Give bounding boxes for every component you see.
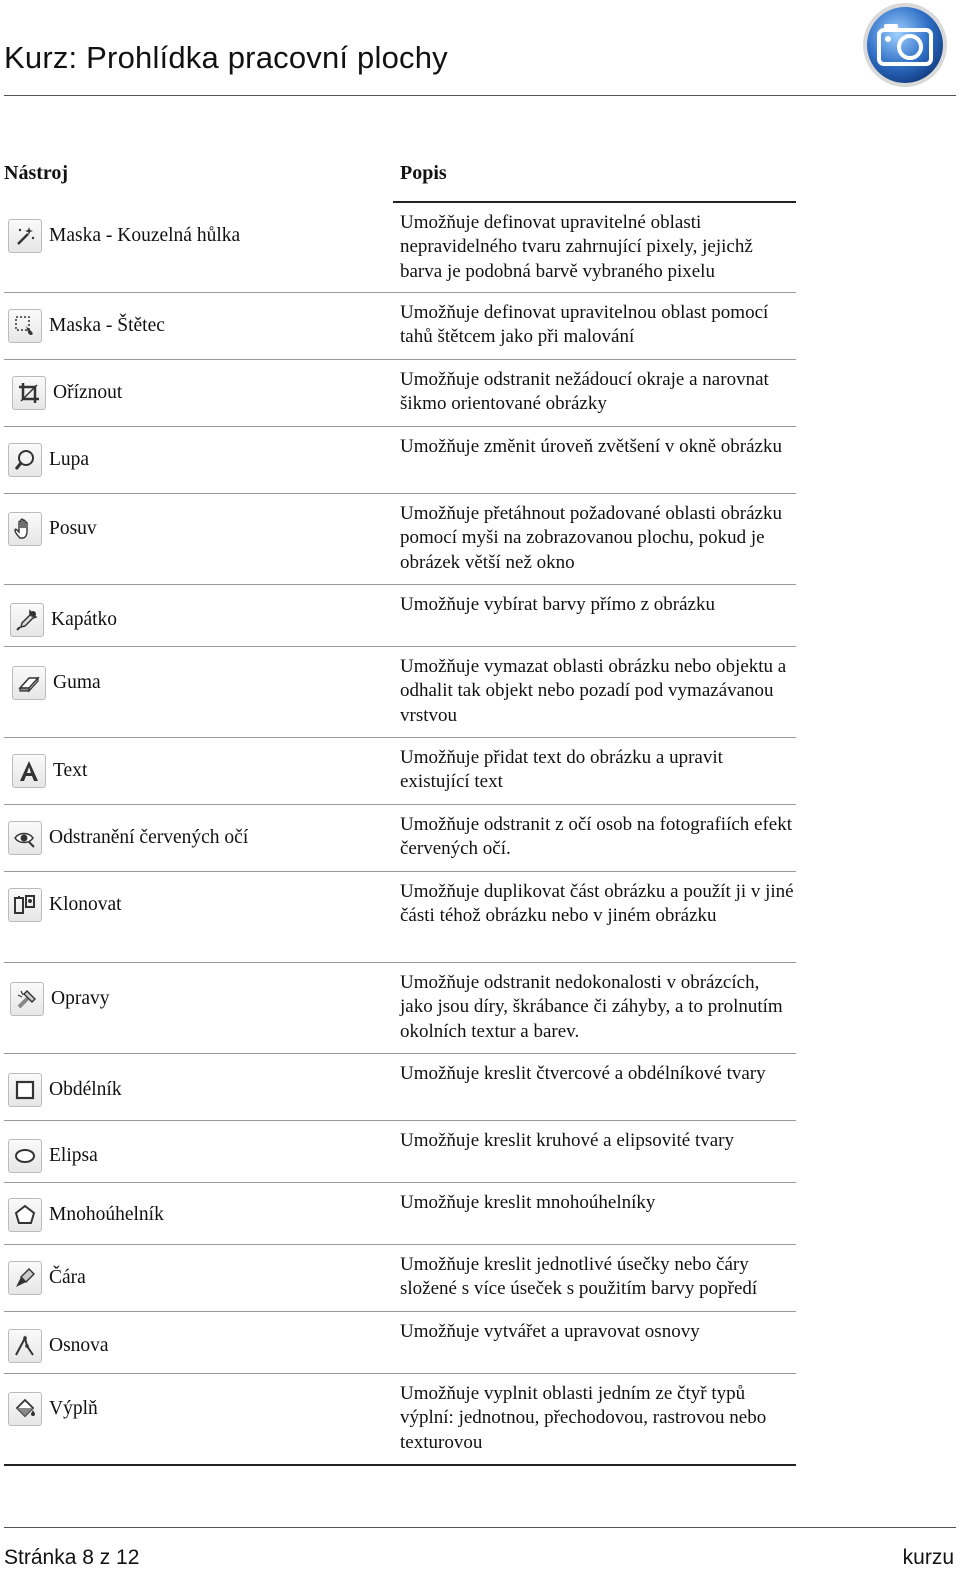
column-header-description: Popis bbox=[400, 162, 447, 184]
table-row bbox=[4, 805, 796, 872]
tool-description: Umožňuje kreslit čtvercové a obdélníkové tvary bbox=[400, 1063, 766, 1084]
table-row bbox=[4, 1245, 796, 1312]
text-icon bbox=[12, 754, 46, 788]
red-eye-icon bbox=[8, 821, 42, 855]
tool-description: Umožňuje přidat text do obrázku a upravit existující text bbox=[400, 747, 723, 793]
tool-description: Umožňuje změnit úroveň zvětšení v okně obrázku bbox=[400, 436, 782, 457]
tool-description: Umožňuje odstranit nežádoucí okraje a narovnat šikmo orientované obrázky bbox=[400, 369, 769, 415]
tool-description: Umožňuje definovat upravitelnou oblast pomocí tahů štětcem jako při malování bbox=[400, 302, 769, 348]
table-row bbox=[4, 1183, 796, 1245]
tool-description: Umožňuje vytvářet a upravovat osnovy bbox=[400, 1321, 700, 1342]
tool-description: Umožňuje odstranit nedokonalosti v obrázcích, jako jsou díry, škrábance či záhyby, a to prolnutím okolních textur a barev. bbox=[400, 972, 783, 1042]
table-row bbox=[4, 494, 796, 585]
table-row bbox=[4, 293, 796, 360]
tool-name: Obdélník bbox=[49, 1079, 122, 1100]
polygon-icon bbox=[8, 1198, 42, 1232]
hand-icon bbox=[8, 512, 42, 546]
table-row bbox=[4, 1054, 796, 1121]
fill-bucket-icon bbox=[8, 1392, 42, 1426]
tool-description: Umožňuje vymazat oblasti obrázku nebo objektu a odhalit tak objekt nebo pozadí pod vymazávanou vrstvou bbox=[400, 656, 787, 726]
tool-name: Čára bbox=[49, 1267, 86, 1288]
tool-name: Odstranění červených očí bbox=[49, 827, 249, 848]
line-icon bbox=[8, 1261, 42, 1295]
rectangle-icon bbox=[8, 1073, 42, 1107]
tool-description: Umožňuje vyplnit oblasti jedním ze čtyř typů výplní: jednotnou, přechodovou, rastrovou nebo texturovou bbox=[400, 1383, 767, 1453]
table-row bbox=[4, 963, 796, 1054]
tool-name: Posuv bbox=[49, 518, 97, 539]
outline-icon bbox=[8, 1329, 42, 1363]
table-row bbox=[4, 872, 796, 963]
tool-description: Umožňuje odstranit z očí osob na fotografiích efekt červených očí. bbox=[400, 814, 793, 860]
tool-name: Kapátko bbox=[51, 609, 118, 630]
ellipse-icon bbox=[8, 1139, 42, 1173]
zoom-icon bbox=[8, 443, 42, 477]
tool-name: Klonovat bbox=[49, 894, 122, 915]
tool-name: Mnohoúhelník bbox=[49, 1204, 164, 1225]
table-row bbox=[4, 427, 796, 494]
eyedropper-icon bbox=[10, 603, 44, 637]
table-row bbox=[4, 360, 796, 427]
table-row bbox=[4, 647, 796, 738]
eraser-icon bbox=[12, 666, 46, 700]
page-number: Stránka 8 z 12 bbox=[4, 1546, 140, 1569]
page-title: Kurz: Prohlídka pracovní plochy bbox=[4, 40, 448, 75]
tool-description: Umožňuje kreslit kruhové a elipsovité tvary bbox=[400, 1130, 734, 1151]
header-divider bbox=[4, 95, 956, 96]
repair-icon bbox=[10, 982, 44, 1016]
tools-table bbox=[4, 203, 796, 1466]
tool-name: Výplň bbox=[49, 1398, 98, 1419]
tool-name: Text bbox=[53, 760, 88, 781]
camera-logo-icon bbox=[862, 2, 948, 88]
clone-icon bbox=[8, 888, 42, 922]
table-row bbox=[4, 1374, 796, 1466]
tool-name: Maska - Štětec bbox=[49, 315, 165, 336]
table-row bbox=[4, 203, 796, 293]
tool-description: Umožňuje kreslit mnohoúhelníky bbox=[400, 1192, 656, 1213]
tool-name: Guma bbox=[53, 672, 101, 693]
tool-description: Umožňuje definovat upravitelné oblasti nepravidelného tvaru zahrnující pixely, jejichž barva je podobná barvě vybraného pixelu bbox=[400, 212, 753, 282]
column-header-tool: Nástroj bbox=[4, 162, 69, 184]
footer-divider bbox=[4, 1527, 956, 1528]
footer-right-text: kurzu bbox=[902, 1546, 954, 1569]
tool-description: Umožňuje kreslit jednotlivé úsečky nebo čáry složené s více úseček s použitím barvy popředí bbox=[400, 1254, 758, 1300]
tool-name: Maska - Kouzelná hůlka bbox=[49, 224, 241, 246]
tool-name: Oříznout bbox=[53, 382, 123, 403]
crop-icon bbox=[12, 376, 46, 410]
table-row bbox=[4, 585, 796, 647]
table-row bbox=[4, 1121, 796, 1183]
tool-name: Elipsa bbox=[49, 1145, 98, 1166]
brush-mask-icon bbox=[8, 309, 42, 343]
tool-description: Umožňuje duplikovat část obrázku a použít ji v jiné části téhož obrázku nebo v jiném obrázku bbox=[400, 881, 794, 927]
tool-name: Lupa bbox=[49, 449, 90, 470]
tool-description: Umožňuje vybírat barvy přímo z obrázku bbox=[400, 594, 715, 615]
magic-wand-icon bbox=[8, 219, 42, 253]
table-row bbox=[4, 738, 796, 805]
tool-name: Osnova bbox=[49, 1335, 109, 1356]
tool-name: Opravy bbox=[51, 988, 110, 1009]
tool-description: Umožňuje přetáhnout požadované oblasti obrázku pomocí myši na zobrazovanou plochu, pokud je obrázek větší než okno bbox=[400, 503, 782, 573]
table-row bbox=[4, 1312, 796, 1374]
